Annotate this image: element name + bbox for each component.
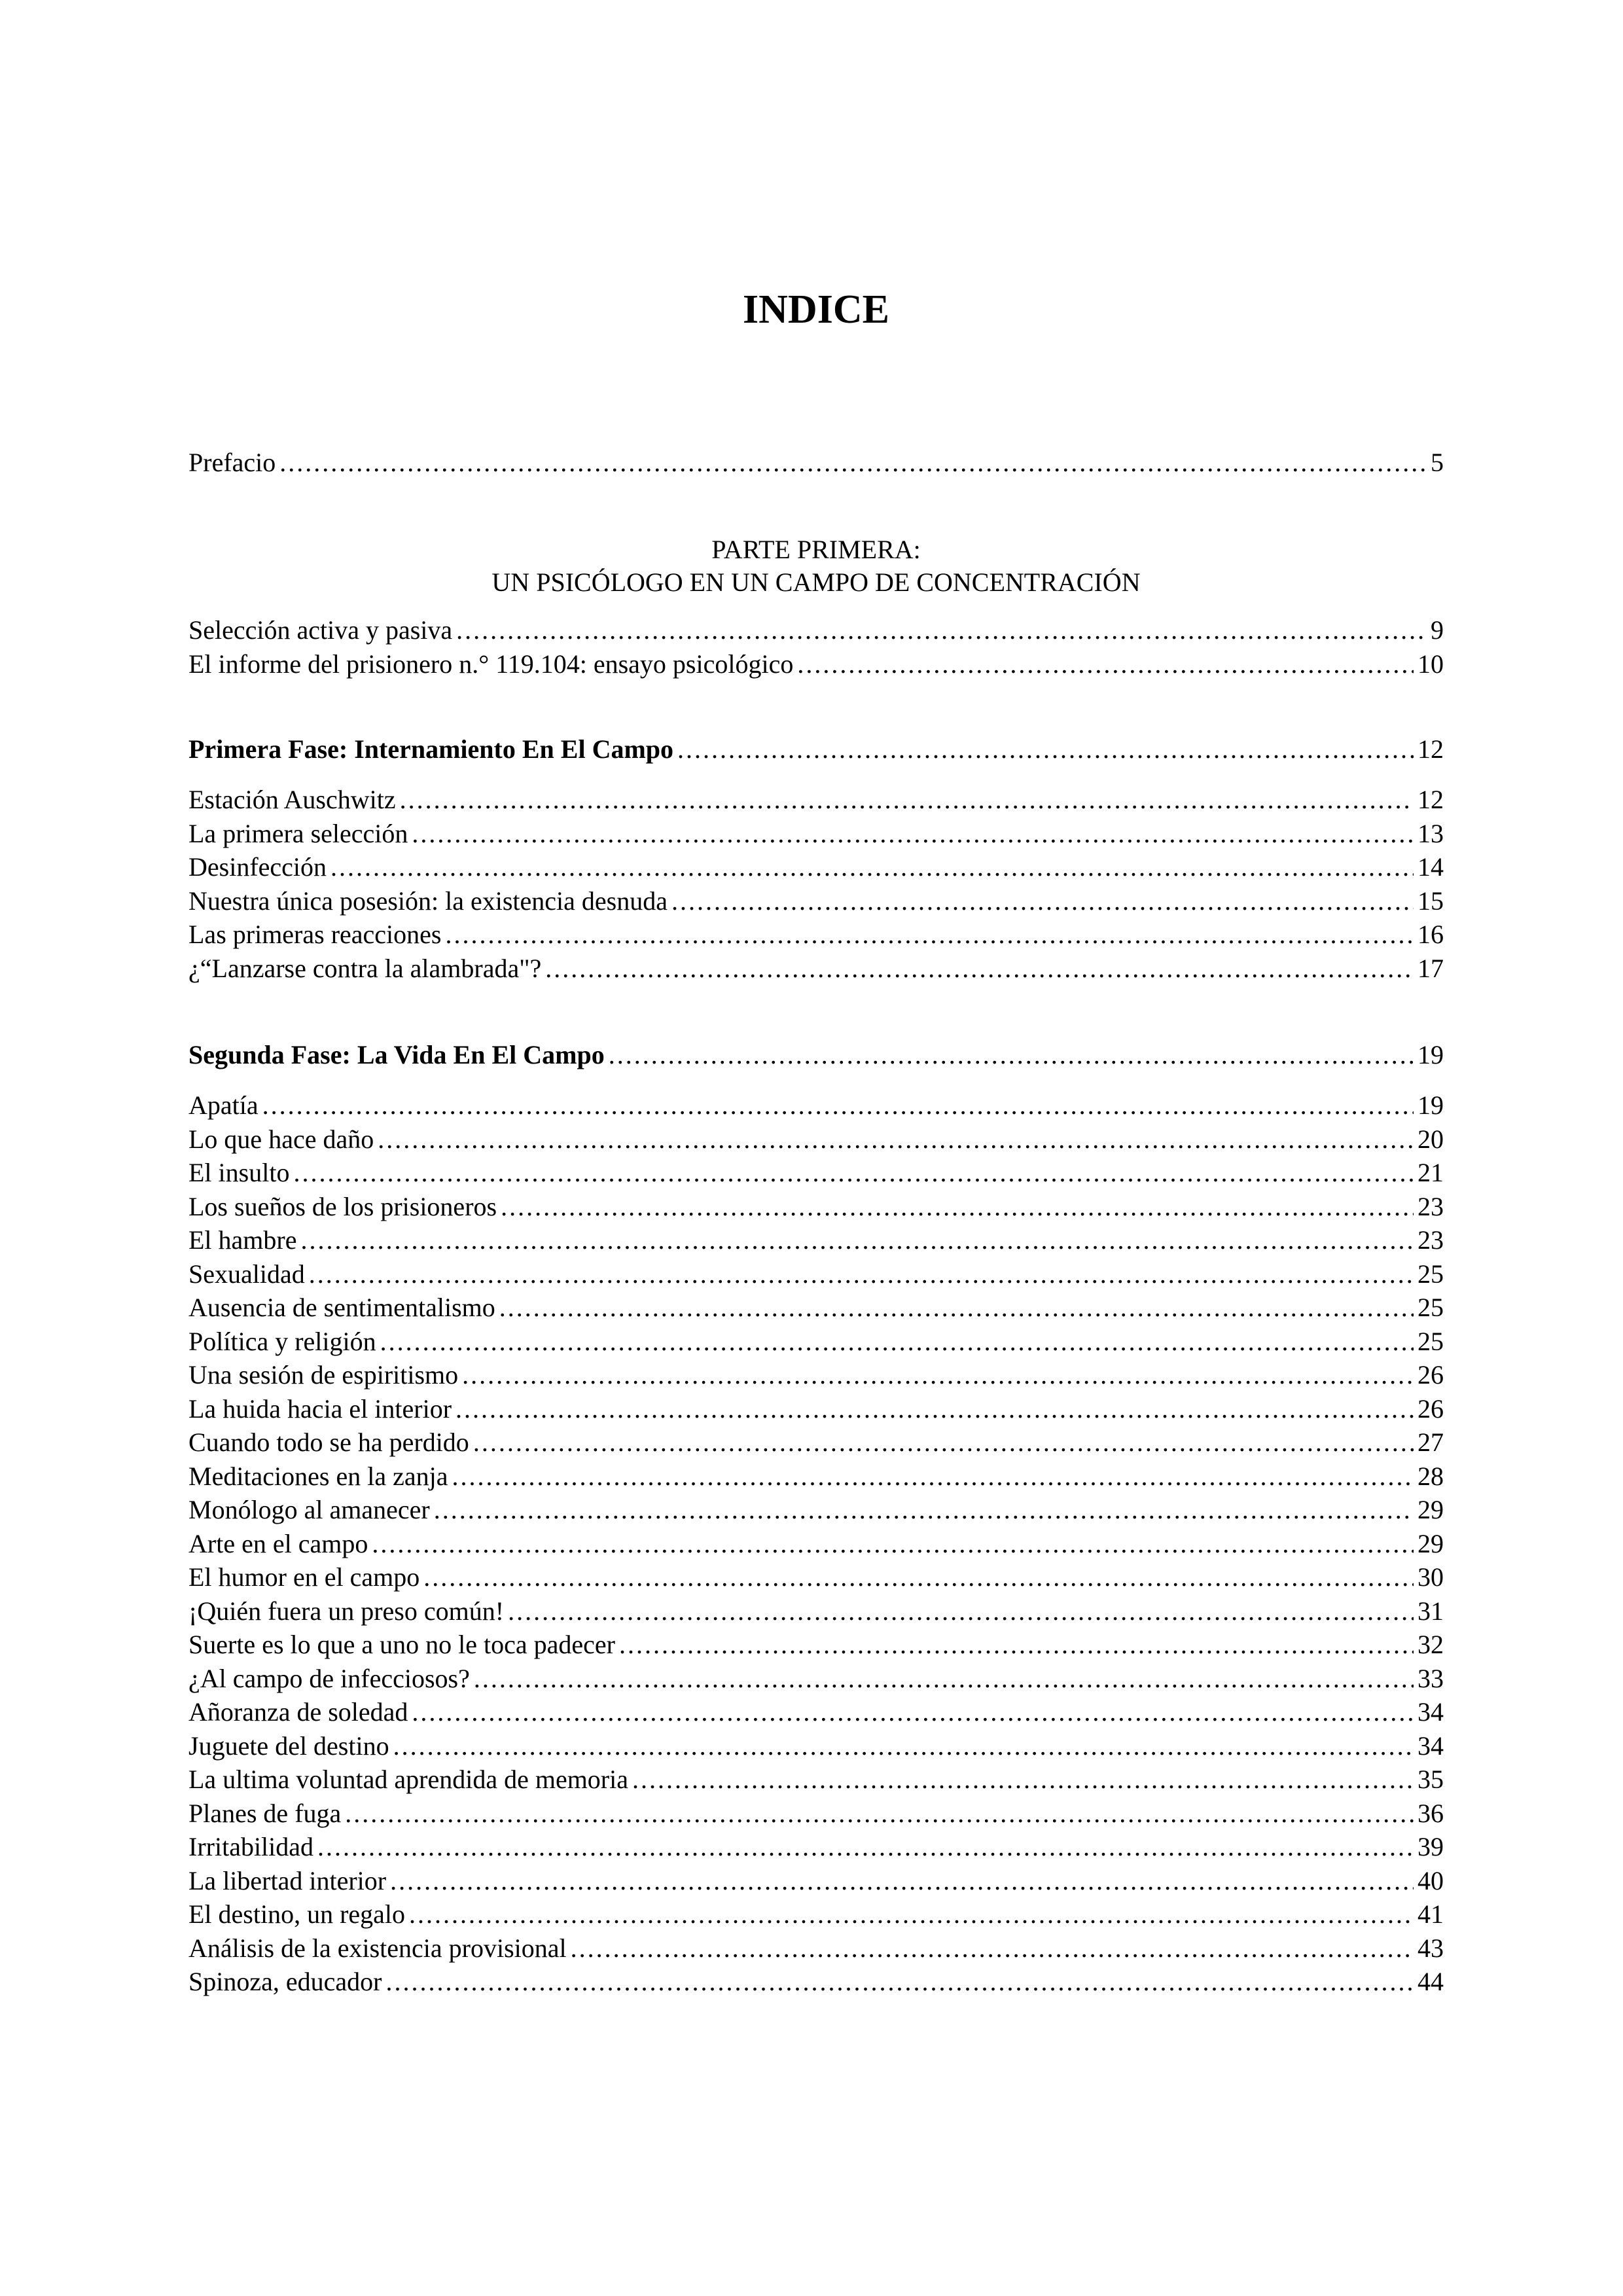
dot-leader xyxy=(378,1123,1414,1156)
entry-label: Arte en el campo xyxy=(188,1528,368,1558)
part-heading-1: PARTE PRIMERA: xyxy=(711,535,921,564)
entry-page: 43 xyxy=(1418,1933,1444,1963)
toc-entry[interactable] xyxy=(188,952,1444,985)
toc-entry[interactable] xyxy=(188,1797,1444,1830)
toc-entry[interactable] xyxy=(188,918,1444,951)
entry-label: ¡Quién fuera un preso común! xyxy=(188,1596,505,1626)
entry-page: 16 xyxy=(1418,920,1444,949)
toc-entry[interactable] xyxy=(188,1291,1444,1324)
dot-leader xyxy=(345,1797,1414,1830)
dot-leader xyxy=(301,1224,1414,1257)
entry-page: 15 xyxy=(1418,886,1444,916)
entry-page: 30 xyxy=(1418,1562,1444,1592)
entry-page: 32 xyxy=(1418,1630,1444,1659)
dot-leader xyxy=(499,1291,1414,1324)
entry-label: El humor en el campo xyxy=(188,1562,420,1592)
toc-entry[interactable] xyxy=(188,1831,1444,1863)
dot-leader xyxy=(474,1662,1414,1695)
toc-entry-phase2-heading[interactable] xyxy=(188,1039,1444,1071)
toc-entry[interactable] xyxy=(188,1763,1444,1796)
page-title: INDICE xyxy=(743,287,889,332)
dot-leader xyxy=(385,1965,1414,1998)
entry-page: 29 xyxy=(1418,1528,1444,1558)
entry-label: Selección activa y pasiva xyxy=(188,615,453,645)
entry-page: 26 xyxy=(1418,1360,1444,1390)
entry-page: 19 xyxy=(1418,1090,1444,1120)
dot-leader xyxy=(501,1191,1414,1223)
dot-leader xyxy=(545,952,1414,985)
dot-leader xyxy=(412,1696,1414,1729)
entry-label: El insulto xyxy=(188,1158,290,1187)
toc-entry[interactable] xyxy=(188,1089,1444,1122)
entry-label: El informe del prisionero n.° 119.104: ensayo psicológico xyxy=(188,649,794,679)
entry-label: Añoranza de soledad xyxy=(188,1697,408,1727)
dot-leader xyxy=(571,1932,1414,1965)
entry-label: Monólogo al amanecer xyxy=(188,1495,430,1524)
entry-label: Irritabilidad xyxy=(188,1832,314,1861)
toc-entry[interactable] xyxy=(188,1393,1444,1426)
toc-entry[interactable] xyxy=(188,1325,1444,1358)
entry-label: La ultima voluntad aprendida de memoria xyxy=(188,1765,628,1794)
dot-leader xyxy=(393,1730,1414,1763)
entry-page: 12 xyxy=(1418,734,1444,764)
dot-leader xyxy=(390,1865,1414,1897)
dot-leader xyxy=(409,1898,1414,1931)
toc-entry-phase1-heading[interactable] xyxy=(188,733,1444,766)
toc-entry[interactable] xyxy=(188,1426,1444,1459)
entry-page: 28 xyxy=(1418,1461,1444,1491)
entry-label: Meditaciones en la zanja xyxy=(188,1461,448,1491)
dot-leader xyxy=(317,1831,1414,1863)
dot-leader xyxy=(508,1595,1414,1628)
toc-entry[interactable] xyxy=(188,1662,1444,1695)
entry-label: Análisis de la existencia provisional xyxy=(188,1933,567,1963)
entry-label: Lo que hace daño xyxy=(188,1124,374,1154)
entry-label: Cuando todo se ha perdido xyxy=(188,1427,469,1457)
entry-page: 17 xyxy=(1418,953,1444,983)
entry-label: El destino, un regalo xyxy=(188,1899,406,1929)
dot-leader xyxy=(609,1039,1414,1071)
entry-page: 33 xyxy=(1418,1663,1444,1693)
entry-label: Una sesión de espiritismo xyxy=(188,1360,459,1390)
dot-leader xyxy=(279,446,1427,479)
entry-page: 21 xyxy=(1418,1158,1444,1187)
entry-page: 26 xyxy=(1418,1393,1444,1424)
dot-leader xyxy=(619,1628,1414,1661)
toc-entry[interactable] xyxy=(188,1191,1444,1223)
entry-label: Política y religión xyxy=(188,1326,376,1356)
toc-entry[interactable] xyxy=(188,1494,1444,1526)
toc-entry[interactable] xyxy=(188,1528,1444,1560)
entry-label: Primera Fase: Internamiento En El Campo xyxy=(188,734,674,764)
entry-label: ¿“Lanzarse contra la alambrada"? xyxy=(188,953,542,983)
entry-page: 36 xyxy=(1418,1798,1444,1828)
entry-page: 25 xyxy=(1418,1326,1444,1356)
entry-page: 10 xyxy=(1418,649,1444,679)
entry-label: Las primeras reacciones xyxy=(188,920,442,949)
entry-page: 9 xyxy=(1431,615,1444,645)
toc-entry[interactable] xyxy=(188,1696,1444,1729)
entry-label: Suerte es lo que a uno no le toca padecer xyxy=(188,1630,615,1659)
dot-leader xyxy=(293,1157,1414,1189)
entry-label: Segunda Fase: La Vida En El Campo xyxy=(188,1040,605,1069)
entry-label: Apatía xyxy=(188,1090,259,1120)
entry-page: 40 xyxy=(1418,1865,1444,1895)
dot-leader xyxy=(330,851,1414,884)
dot-leader xyxy=(434,1494,1414,1526)
toc-entry[interactable] xyxy=(188,1224,1444,1257)
toc-entry[interactable] xyxy=(188,1898,1444,1931)
dot-leader xyxy=(445,918,1414,951)
toc-entry[interactable] xyxy=(188,1561,1444,1594)
toc-entry[interactable] xyxy=(188,1157,1444,1189)
dot-leader xyxy=(632,1763,1414,1796)
entry-page: 25 xyxy=(1418,1293,1444,1322)
toc-entry[interactable] xyxy=(188,1865,1444,1897)
entry-page: 23 xyxy=(1418,1191,1444,1221)
entry-page: 31 xyxy=(1418,1596,1444,1626)
entry-page: 25 xyxy=(1418,1259,1444,1289)
entry-label: Nuestra única posesión: la existencia desnuda xyxy=(188,886,668,916)
entry-label: Juguete del destino xyxy=(188,1731,389,1761)
dot-leader xyxy=(380,1325,1414,1358)
entry-label: Estación Auschwitz xyxy=(188,785,396,814)
toc-entry[interactable] xyxy=(188,1595,1444,1628)
dot-leader xyxy=(456,614,1427,647)
toc-entry[interactable] xyxy=(188,1628,1444,1661)
entry-label: Planes de fuga xyxy=(188,1798,342,1828)
entry-label: La libertad interior xyxy=(188,1865,387,1895)
entry-label: La huida hacia el interior xyxy=(188,1393,452,1424)
toc-entry[interactable] xyxy=(188,1460,1444,1493)
entry-page: 19 xyxy=(1418,1040,1444,1069)
dot-leader xyxy=(455,1393,1414,1426)
entry-label: Los sueños de los prisioneros xyxy=(188,1191,497,1221)
entry-page: 41 xyxy=(1418,1899,1444,1929)
toc-entry[interactable] xyxy=(188,885,1444,918)
dot-leader xyxy=(677,733,1414,766)
dot-leader xyxy=(412,817,1414,850)
entry-page: 44 xyxy=(1418,1967,1444,1996)
entry-page: 34 xyxy=(1418,1697,1444,1727)
toc-entry[interactable] xyxy=(188,1123,1444,1156)
toc-page xyxy=(188,0,1444,2296)
entry-label: Sexualidad xyxy=(188,1259,305,1289)
dot-leader xyxy=(473,1426,1414,1459)
entry-label: Spinoza, educador xyxy=(188,1967,382,1996)
entry-label: ¿Al campo de infecciosos? xyxy=(188,1663,470,1693)
entry-page: 20 xyxy=(1418,1124,1444,1154)
entry-page: 13 xyxy=(1418,818,1444,848)
entry-label: El hambre xyxy=(188,1225,297,1255)
dot-leader xyxy=(671,885,1414,918)
entry-label: Ausencia de sentimentalismo xyxy=(188,1293,495,1322)
dot-leader xyxy=(309,1258,1414,1291)
entry-page: 29 xyxy=(1418,1495,1444,1524)
entry-page: 35 xyxy=(1418,1765,1444,1794)
entry-page: 23 xyxy=(1418,1225,1444,1255)
dot-leader xyxy=(423,1561,1414,1594)
entry-page: 14 xyxy=(1418,852,1444,882)
toc-entry[interactable] xyxy=(188,1932,1444,1965)
toc-entry[interactable] xyxy=(188,648,1444,681)
dot-leader xyxy=(797,648,1414,681)
toc-entry[interactable] xyxy=(188,614,1444,647)
toc-entry[interactable] xyxy=(188,817,1444,850)
entry-label: La primera selección xyxy=(188,818,408,848)
toc-entry[interactable] xyxy=(188,851,1444,884)
dot-leader xyxy=(400,783,1414,816)
entry-page: 12 xyxy=(1418,785,1444,814)
dot-leader xyxy=(462,1359,1414,1391)
toc-entry[interactable] xyxy=(188,1258,1444,1291)
toc-entry[interactable] xyxy=(188,783,1444,816)
toc-entry[interactable] xyxy=(188,1730,1444,1763)
dot-leader xyxy=(372,1528,1414,1560)
entry-page: 5 xyxy=(1431,448,1444,477)
entry-label: Prefacio xyxy=(188,448,276,477)
part-heading-2: UN PSICÓLOGO EN UN CAMPO DE CONCENTRACIÓN xyxy=(491,567,1141,597)
entry-page: 39 xyxy=(1418,1832,1444,1861)
toc-entry[interactable] xyxy=(188,1359,1444,1391)
toc-entry[interactable] xyxy=(188,1965,1444,1998)
toc-entry-preface[interactable] xyxy=(188,446,1444,479)
entry-page: 27 xyxy=(1418,1427,1444,1457)
entry-label: Desinfección xyxy=(188,852,327,882)
dot-leader xyxy=(452,1460,1414,1493)
dot-leader xyxy=(262,1089,1414,1122)
entry-page: 34 xyxy=(1418,1731,1444,1761)
